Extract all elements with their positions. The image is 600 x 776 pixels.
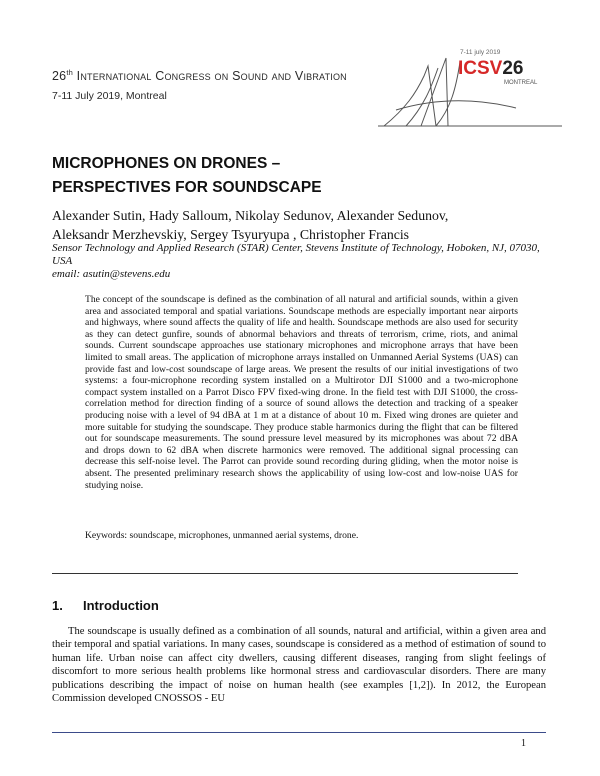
section-body: The soundscape is usually defined as a combination of all sounds, natural and artificial, within a given area and their temporal and spatial variations. In many cases, soundscape is considered as a method of estimation of sound to human life. Urban noise can affect city dwellers, causing different diseases, ranging from slight feelings of discomfort to more serious health problems like hormonal stress and cardiovascular disorders. There are many publications describing the impact of noise on human health (see examples [1,2]). In 2012, the European Commission developed CNOSSOS - EU (52, 626, 546, 705)
section-heading: 1. Introduction (52, 598, 159, 613)
authors (52, 206, 448, 244)
abstract-divider (52, 573, 518, 574)
keywords: Keywords: soundscape, microphones, unmanned aerial systems, drone. (85, 530, 359, 541)
abstract: The concept of the soundscape is defined as the combination of all natural and artificial sounds, within a given area and associated temporal and spatial variations. Soundscape methods are especially important near airports and highways, where sound affects the quality of life and health. Soundscape methods are also used for security as they can detect gunfire, sounds of abnormal behaviors and threats of terrorism, crime, riots, and animal sounds. Current soundscape approaches use stationary microphones and microphone arrays that have been limited to small areas. The application of microphone arrays installed on Unmanned Aerial Systems (UAS) can provide fast and low-cost soundscape of large areas. We present the results of our initial investigations of two systems: a four-microphone recording system installed on a Multirotor DJI S1000 and a two-microphone compact system installed on a Parrot Disco FPV fixed-wing drone. In the field test with DJI S1000, the cross-correlation method for direction finding of a source of sound allows the detection and tracking of a speaker producing noise with a level of 94 dBA at 1 m at a distance of about 10 m. Fixed wing drones are quieter and more suitable for studying the soundscape. They produce stable harmonics during the flight that can be filtered out for soundscape measurements. The sound pressure level measured by its microphones was about 72 dBA and drops down to 62 dBA when discrete harmonics were removed. The additional signal processing can decrease this self-noise level. The Parrot can provide sound recording during gliding, when the motor noise is absent. The presented preliminary research shows the applicability of using low-cost and low-noise UAS for studying noise. (85, 294, 518, 491)
logo-date: 7-11 july 2019 (460, 49, 501, 56)
footer-divider (52, 732, 546, 733)
conference-date: 7-11 July 2019, Montreal (52, 90, 167, 102)
author-email: email: asutin@stevens.edu (52, 268, 171, 280)
conference-title: 26th International Congress on Sound and Vibration (52, 68, 347, 84)
authors-line-1: Alexander Sutin, Hady Salloum, Nikolay Sedunov, Alexander Sedunov, (52, 208, 449, 223)
authors-line-2: Aleksandr Merzhevskiy, Sergey Tsyuryupa , Christopher Francis (52, 227, 410, 242)
title-line-2: PERSPECTIVES FOR SOUNDSCAPE (52, 179, 322, 196)
paper-title (52, 152, 322, 200)
affiliation: Sensor Technology and Applied Research (STAR) Center, Stevens Institute of Technology, Hoboken, NJ, 07030, USA (52, 242, 540, 267)
title-line-1: MICROPHONES ON DRONES – (52, 155, 281, 172)
logo-brand: ICSV26 (458, 58, 524, 79)
icsv26-logo (376, 38, 566, 130)
page-number: 1 (521, 738, 526, 749)
logo-city: MONTREAL (504, 80, 538, 86)
